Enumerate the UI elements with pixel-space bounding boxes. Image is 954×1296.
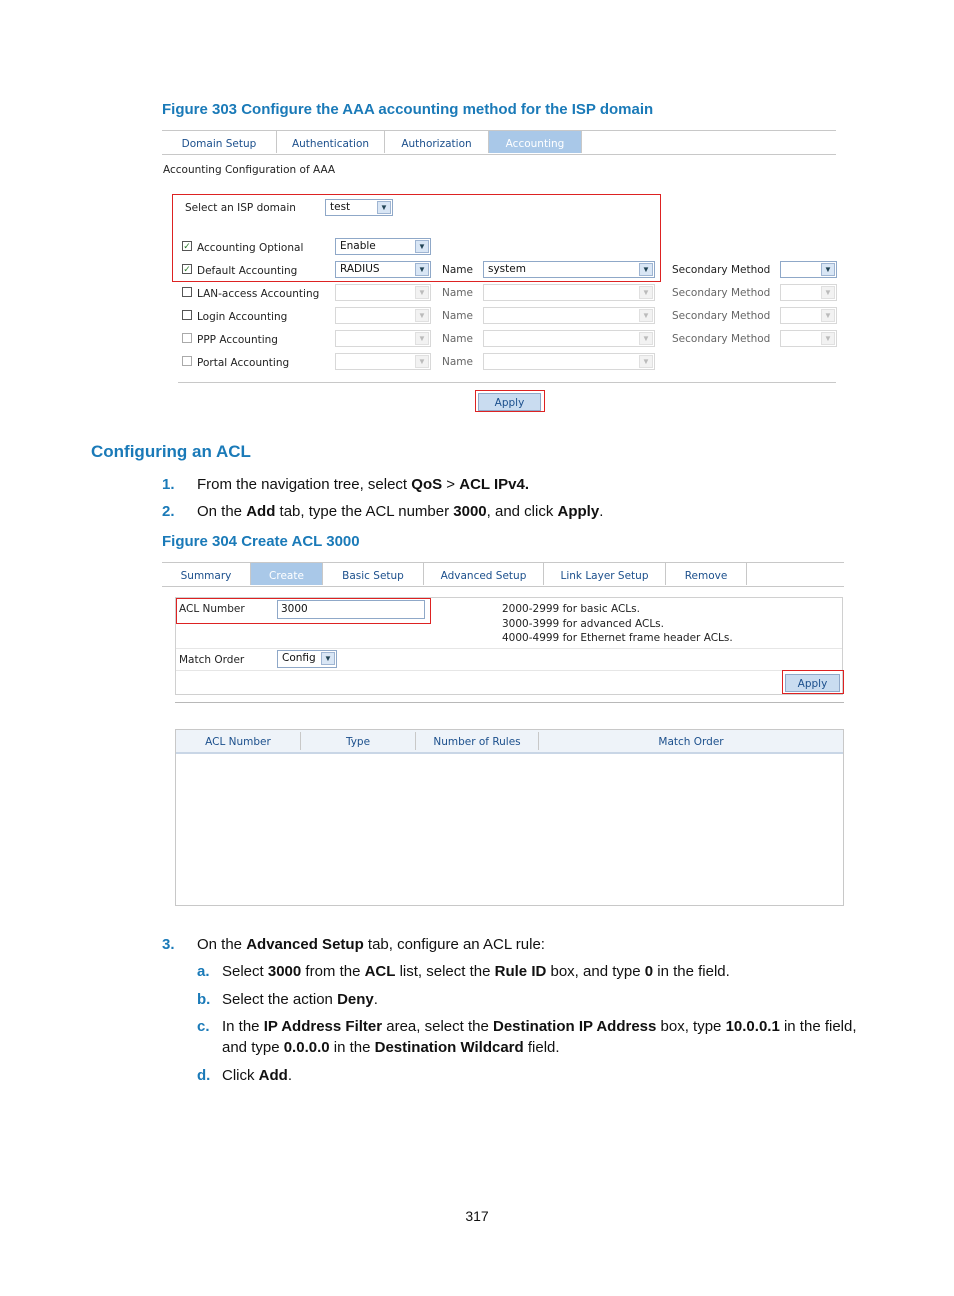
default-accounting-checkbox[interactable]: ✓	[183, 264, 191, 274]
acl-table-header	[176, 730, 843, 754]
chevron-down-icon: ▼	[415, 332, 429, 345]
lan-access-name-select	[483, 284, 655, 301]
figure-304-caption: Figure 304 Create ACL 3000	[162, 533, 360, 550]
apply-button[interactable]: Apply	[478, 393, 541, 411]
acl-number-value: 3000	[281, 603, 308, 615]
default-accounting-label: Default Accounting	[197, 265, 298, 277]
tab-create[interactable]: Create	[251, 563, 323, 585]
tab-authentication[interactable]: Authentication	[277, 131, 385, 153]
acl-range-hints	[502, 602, 733, 646]
substep-b-text: Select the action Deny.	[222, 991, 378, 1008]
isp-domain-select[interactable]	[325, 199, 393, 216]
tab-link-layer-setup[interactable]: Link Layer Setup	[544, 563, 666, 585]
tab-domain-setup[interactable]: Domain Setup	[162, 131, 277, 153]
substep-a-text: Select 3000 from the ACL list, select the Rule ID box, and type 0 in the field.	[222, 963, 730, 980]
figure-303-caption: Figure 303 Configure the AAA accounting method for the ISP domain	[162, 101, 654, 118]
accounting-section-title: Accounting Configuration of AAA	[163, 164, 336, 176]
tab-advanced-setup[interactable]: Advanced Setup	[424, 563, 544, 585]
chevron-down-icon: ▼	[821, 263, 835, 276]
login-select	[335, 307, 431, 324]
chevron-down-icon: ▼	[821, 286, 835, 299]
default-accounting-value: RADIUS	[340, 263, 380, 275]
portal-select	[335, 353, 431, 370]
ppp-select	[335, 330, 431, 347]
tab-remove[interactable]: Remove	[666, 563, 747, 585]
lan-access-select	[335, 284, 431, 301]
col-type[interactable]: Type	[345, 736, 371, 748]
tab-authorization[interactable]: Authorization	[385, 131, 489, 153]
substep-c-text: In the IP Address Filter area, select the Destination IP Address box, type 10.0.0.1 in the field,	[222, 1018, 857, 1035]
substep-c-text-line2: and type 0.0.0.0 in the Destination Wildcard field.	[222, 1039, 560, 1056]
substep-letter: c.	[197, 1018, 210, 1035]
match-order-value: Config	[282, 652, 316, 664]
chevron-down-icon: ▼	[415, 286, 429, 299]
chevron-down-icon: ▼	[639, 286, 653, 299]
ppp-accounting-checkbox[interactable]	[182, 333, 192, 343]
name-label: Name	[442, 264, 473, 276]
substep-d-text: Click Add.	[222, 1067, 293, 1084]
acl-number-input[interactable]	[277, 600, 425, 619]
accounting-optional-select[interactable]	[335, 238, 431, 255]
chevron-down-icon: ▼	[639, 263, 653, 276]
chevron-down-icon: ▼	[639, 355, 653, 368]
page-number: 317	[465, 1208, 489, 1224]
accounting-optional-label: Accounting Optional	[197, 242, 304, 254]
default-accounting-name-value: system	[488, 263, 526, 275]
secondary-method-label: Secondary Method	[672, 264, 771, 276]
acl-number-label: ACL Number	[179, 603, 245, 615]
step-1-text: From the navigation tree, select QoS > ACL IPv4.	[197, 476, 529, 493]
step-3-text: On the Advanced Setup tab, configure an ACL rule:	[197, 936, 545, 953]
chevron-down-icon: ▼	[639, 332, 653, 345]
chevron-down-icon: ▼	[821, 332, 835, 345]
col-acl-number[interactable]: ACL Number	[205, 736, 271, 748]
step-number: 3.	[162, 936, 175, 953]
col-number-of-rules[interactable]: Number of Rules	[433, 736, 521, 748]
accounting-optional-value: Enable	[340, 240, 376, 252]
create-apply-button[interactable]: Apply	[785, 674, 840, 692]
hint-advanced: 3000-3999 for advanced ACLs.	[502, 617, 664, 630]
secondary-method-label: Secondary Method	[672, 310, 771, 322]
secondary-method-label: Secondary Method	[672, 287, 771, 299]
default-accounting-name-select[interactable]	[483, 261, 655, 278]
divider	[178, 382, 836, 383]
step-number: 2.	[162, 503, 175, 520]
chevron-down-icon: ▼	[821, 309, 835, 322]
portal-accounting-label: Portal Accounting	[197, 357, 290, 369]
fig304-tabbar	[162, 562, 844, 587]
divider	[176, 670, 842, 671]
acl-table	[175, 729, 844, 906]
login-name-select	[483, 307, 655, 324]
chevron-down-icon: ▼	[377, 201, 391, 214]
login-accounting-label: Login Accounting	[197, 311, 288, 323]
col-match-order[interactable]: Match Order	[658, 736, 724, 748]
default-secondary-select[interactable]	[780, 261, 837, 278]
isp-domain-label: Select an ISP domain	[185, 202, 296, 214]
name-label: Name	[442, 287, 473, 299]
hint-ethernet: 4000-4999 for Ethernet frame header ACLs.	[502, 632, 733, 644]
chevron-down-icon: ▼	[321, 652, 335, 665]
tab-summary[interactable]: Summary	[162, 563, 251, 585]
divider	[175, 702, 844, 703]
substep-letter: d.	[197, 1067, 211, 1084]
chevron-down-icon: ▼	[415, 263, 429, 276]
ppp-name-select	[483, 330, 655, 347]
name-label: Name	[442, 333, 473, 345]
chevron-down-icon: ▼	[639, 309, 653, 322]
ppp-secondary-select	[780, 330, 837, 347]
login-secondary-select	[780, 307, 837, 324]
lan-secondary-select	[780, 284, 837, 301]
section-heading: Configuring an ACL	[91, 442, 251, 461]
fig303-tabbar	[162, 130, 836, 155]
chevron-down-icon: ▼	[415, 355, 429, 368]
name-label: Name	[442, 356, 473, 368]
ppp-accounting-label: PPP Accounting	[197, 334, 278, 346]
portal-name-select	[483, 353, 655, 370]
step-number: 1.	[162, 476, 175, 493]
match-order-select[interactable]	[277, 650, 337, 668]
login-accounting-checkbox[interactable]	[182, 310, 192, 320]
chevron-down-icon: ▼	[415, 309, 429, 322]
chevron-down-icon: ▼	[415, 240, 429, 253]
divider	[176, 648, 842, 649]
tab-accounting[interactable]: Accounting	[489, 131, 582, 153]
substep-letter: a.	[197, 963, 210, 980]
secondary-method-label: Secondary Method	[672, 333, 771, 345]
lan-access-checkbox[interactable]	[182, 287, 192, 297]
match-order-label: Match Order	[179, 654, 245, 666]
accounting-optional-checkbox[interactable]: ✓	[183, 241, 191, 251]
step-2-text: On the Add tab, type the ACL number 3000, and click Apply.	[197, 503, 604, 520]
hint-basic: 2000-2999 for basic ACLs.	[502, 603, 640, 615]
tab-basic-setup[interactable]: Basic Setup	[323, 563, 424, 585]
name-label: Name	[442, 310, 473, 322]
lan-access-label: LAN-access Accounting	[197, 288, 320, 300]
isp-domain-value: test	[330, 201, 351, 213]
default-accounting-select[interactable]	[335, 261, 431, 278]
substep-letter: b.	[197, 991, 211, 1008]
portal-accounting-checkbox[interactable]	[182, 356, 192, 366]
